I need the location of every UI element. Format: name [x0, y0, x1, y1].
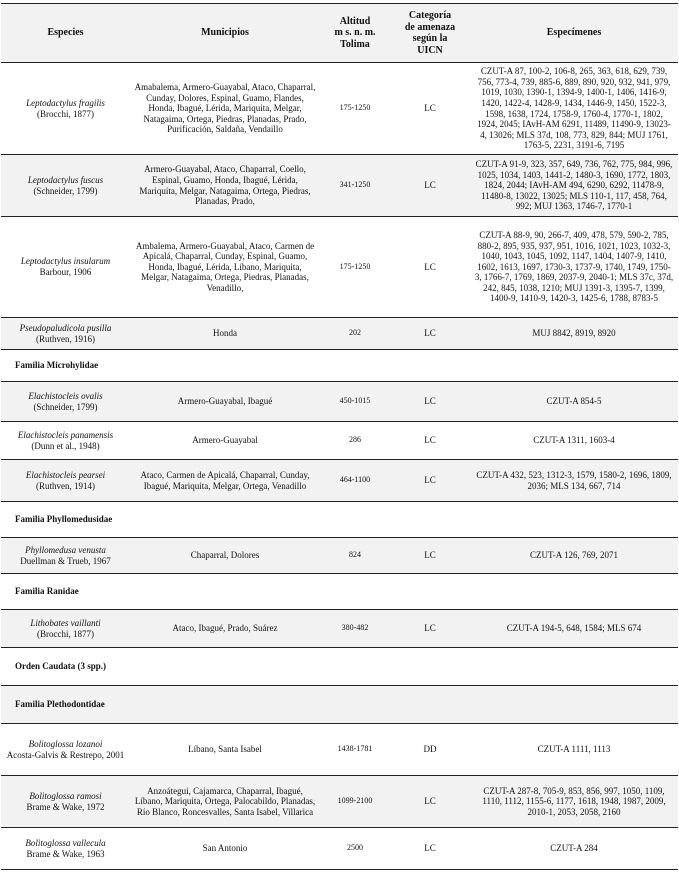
species-author: (Schneider, 1799)	[33, 185, 98, 196]
altitude-cell: 202	[320, 318, 390, 350]
species-author: (Dunn et al., 1948)	[31, 440, 100, 451]
specimens-cell: CZUT-A 1111, 1113	[470, 724, 678, 776]
species-row	[1, 610, 678, 648]
category-cell: LC	[390, 610, 470, 648]
species-row	[1, 538, 678, 574]
species-name: Bolitoglossa vallecula	[25, 837, 106, 848]
header-specimens: Especímenes	[470, 4, 678, 63]
species-row	[1, 460, 678, 502]
header-category	[390, 4, 470, 63]
species-cell	[1, 155, 130, 217]
altitude-cell: 450-1015	[320, 382, 390, 422]
altitude-cell: 380-482	[320, 610, 390, 648]
category-cell: LC	[390, 382, 470, 422]
altitude-cell: 1438-1781	[320, 724, 390, 776]
municipalities-cell: San Antonio	[130, 828, 320, 870]
species-author: Duellman & Trueb, 1967	[20, 555, 111, 566]
header-altitude-line: Altitud	[339, 15, 371, 27]
category-cell: DD	[390, 724, 470, 776]
header-altitude	[320, 4, 390, 63]
species-name: Bolitoglossa ramosi	[29, 790, 102, 801]
species-row	[1, 382, 678, 422]
species-author: Acosta-Galvis & Restrepo, 2001	[6, 749, 125, 760]
family-row	[1, 502, 678, 538]
altitude-cell: 824	[320, 538, 390, 574]
species-row	[1, 724, 678, 776]
header-altitude-line: Tolima	[340, 38, 370, 50]
species-name: Leptodactylus fuscus	[27, 174, 104, 185]
specimens-cell: CZUT-A 88-9, 90, 266-7, 409, 478, 579, 590-2, 785, 880-2, 895, 935, 937, 951, 1016, 1021, 1023, 1032-3, 1040, 1043, 1045, 1092, 1147, 1404, 1407-9, 1410, 1602, 1613, 1697, 1730-3, 1737-9, 1740, 1749, 1750-3, 1766-7, 1769, 1869, 2037-9, 2040-1; MLS 37c, 37d, 242, 845, 1038, 1210; MUJ 1391-3, 1395-7, 1399, 1400-9, 1410-9, 1420-3, 1425-6, 1788, 8783-5	[470, 217, 678, 318]
municipalities-cell: Armero-Guayabal, Ibagué	[130, 382, 320, 422]
species-cell	[1, 217, 130, 318]
category-cell: LC	[390, 776, 470, 828]
species-cell	[1, 724, 130, 776]
species-author: (Brocchi, 1877)	[37, 628, 94, 639]
family-label: Familia Ranidae	[1, 574, 678, 610]
family-label: Familia Phyllomedusidae	[1, 502, 678, 538]
species-author: (Ruthven, 1914)	[36, 480, 95, 491]
species-cell	[1, 318, 130, 350]
header-species: Especies	[1, 4, 130, 63]
species-name: Elachistocleis ovalis	[28, 390, 103, 401]
municipalities-cell: Chaparral, Dolores	[130, 538, 320, 574]
species-cell	[1, 382, 130, 422]
species-author: (Schneider, 1799)	[33, 401, 98, 412]
species-author: Barbour, 1906	[39, 267, 92, 277]
species-cell	[1, 610, 130, 648]
category-cell: LC	[390, 828, 470, 870]
species-row	[1, 776, 678, 828]
specimens-cell: CZUT-A 432, 523, 1312-3, 1579, 1580-2, 1696, 1809, 2036; MLS 134, 667, 714	[470, 460, 678, 502]
family-row	[1, 648, 678, 686]
species-author: Brame & Wake, 1972	[26, 801, 105, 812]
category-cell: LC	[390, 318, 470, 350]
altitude-cell: 2500	[320, 828, 390, 870]
municipalities-cell: Armero-Guayabal	[130, 422, 320, 460]
altitude-cell: 1099-2100	[320, 776, 390, 828]
family-label: Orden Caudata (3 spp.)	[1, 648, 678, 686]
municipalities-cell: Anzoátegui, Cajamarca, Chaparral, Ibagué, Líbano, Mariquita, Ortega, Palocabildo, Planadas, Río Blanco, Roncesvalles, Santa Isabel, Villarica	[130, 776, 320, 828]
species-name: Lithobates vaillanti	[30, 617, 101, 628]
altitude-cell: 175-1250	[320, 63, 390, 155]
municipalities-cell: Ambalema, Armero-Guayabal, Ataco, Carmen de Apicalá, Chaparral, Cunday, Espinal, Guamo, Honda, Ibagué, Lérida, Líbano, Mariquita, Melgar, Natagaima, Ortega, Piedras, Planadas, Venadillo,	[130, 217, 320, 318]
specimens-cell: CZUT-A 91-9, 323, 357, 649, 736, 762, 775, 984, 996, 1025, 1034, 1403, 1441-2, 1480-3, 1690, 1772, 1803, 1824, 2044; IAvH-AM 494, 6290, 6292, 11478-9, 11480-8, 13022, 13025; MLS 110-1, 117, 458, 764, 992; MUJ 1363, 1746-7, 1770-1	[470, 155, 678, 217]
family-label: Familia Microhylidae	[1, 350, 678, 382]
municipalities-cell: Amabalema, Armero-Guayabal, Ataco, Chaparral, Cunday, Dolores, Espinal, Guamo, Flandes, Honda, Ibagué, Lérida, Mariquita, Melgar, Natagaima, Ortega, Piedras, Planadas, Prado, Purificación, Saldaña, Vendaillo	[130, 63, 320, 155]
specimens-cell: CZUT-A 287-8, 705-9, 853, 856, 997, 1050, 1109, 1110, 1112, 1155-6, 1177, 1618, 1948, 1987, 2009, 2010-1, 2053, 2058, 2160	[470, 776, 678, 828]
municipalities-cell: Líbano, Santa Isabel	[130, 724, 320, 776]
header-category-line: Categoría	[408, 10, 452, 21]
municipalities-cell: Armero-Guayabal, Ataco, Chaparral, Coello, Espinal, Guamo, Honda, Ibagué, Lérida, Mariquita, Melgar, Natagaima, Ortega, Piedras, Planadas, Prado,	[130, 155, 320, 217]
municipalities-cell: Honda	[130, 318, 320, 350]
species-author: (Ruthven, 1916)	[36, 333, 95, 344]
category-cell: LC	[390, 538, 470, 574]
species-table	[1, 3, 678, 870]
family-row	[1, 574, 678, 610]
header-category-line: de amenaza	[404, 21, 456, 33]
species-row	[1, 828, 678, 870]
category-cell: LC	[390, 460, 470, 502]
category-cell: LC	[390, 155, 470, 217]
species-author: Brame & Wake, 1963	[26, 848, 105, 859]
municipalities-cell: Ataco, Carmen de Apicalá, Chaparral, Cunday, Ibagué, Mariquita, Melgar, Ortega, Venadillo	[130, 460, 320, 502]
species-cell	[1, 828, 130, 870]
family-label: Familia Plethodontidae	[1, 686, 678, 724]
species-row	[1, 63, 678, 155]
species-name: Elachistocleis panamensis	[17, 429, 114, 440]
species-name: Pseudopaludicola pusilla	[19, 322, 112, 333]
category-cell: LC	[390, 422, 470, 460]
specimens-cell: CZUT-A 126, 769, 2071	[470, 538, 678, 574]
species-name: Leptodactylus fragilis	[26, 97, 105, 108]
species-cell	[1, 63, 130, 155]
altitude-cell: 464-1100	[320, 460, 390, 502]
family-row	[1, 686, 678, 724]
specimens-cell: CZUT-A 284	[470, 828, 678, 870]
header-municipalities: Municipios	[130, 4, 320, 63]
species-name: Leptodactylus insularum	[20, 256, 111, 267]
species-name: Bolitoglossa lozanoi	[28, 738, 103, 749]
family-row	[1, 350, 678, 382]
municipalities-cell: Ataco, Ibagué, Prado, Suárez	[130, 610, 320, 648]
altitude-cell: 341-1250	[320, 155, 390, 217]
species-row	[1, 155, 678, 217]
header-category-line: UICN	[417, 44, 443, 56]
altitude-cell: 175-1250	[320, 217, 390, 318]
header-category-line: según la	[412, 33, 448, 44]
specimens-cell: CZUT-A 194-5, 648, 1584; MLS 674	[470, 610, 678, 648]
category-cell: LC	[390, 63, 470, 155]
species-row	[1, 422, 678, 460]
specimens-cell: CZUT-A 87, 100-2, 106-8, 265, 363, 618, 629, 739, 756, 773-4, 739, 885-6, 889, 890, 920, 932, 941, 979, 1019, 1030, 1390-1, 1394-9, 1400-1, 1406, 1416-9, 1420, 1422-4, 1428-9, 1434, 1446-9, 1450, 1522-3, 1598, 1638, 1724, 1758-9, 1760-4, 1770-1, 1802, 1924, 2045; IAvH-AM 6291, 11489, 11490-9, 13023-4, 13026; MLS 37d, 108, 773, 829, 844; MUJ 1761, 1763-5, 2231, 3191-6, 7195	[470, 63, 678, 155]
altitude-cell: 286	[320, 422, 390, 460]
species-author: (Brocchi, 1877)	[37, 108, 94, 119]
species-row	[1, 318, 678, 350]
species-cell	[1, 422, 130, 460]
specimens-cell: CZUT-A 1311, 1603-4	[470, 422, 678, 460]
species-name: Phyllomedusa venusta	[25, 544, 106, 555]
category-cell: LC	[390, 217, 470, 318]
specimens-cell: CZUT-A 854-5	[470, 382, 678, 422]
species-cell	[1, 538, 130, 574]
table-header-row	[1, 4, 678, 63]
header-altitude-line: m s. n. m.	[334, 27, 376, 39]
species-cell	[1, 776, 130, 828]
specimens-cell: MUJ 8842, 8919, 8920	[470, 318, 678, 350]
species-row	[1, 217, 678, 318]
species-name: Elachistocleis pearsei	[25, 469, 106, 480]
species-cell	[1, 460, 130, 502]
